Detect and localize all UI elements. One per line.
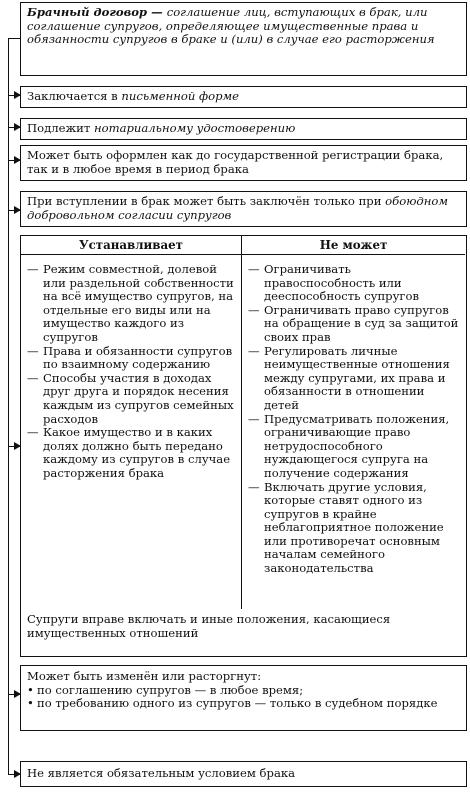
dash-mark: — (248, 262, 260, 276)
change-item-text: по требованию одного из супругов — только в судебном порядке (37, 696, 438, 711)
right-item (248, 345, 460, 413)
connector-line (8, 38, 9, 774)
definition-text: соглашение лиц, вступающих в брак, или соглашение супругов, определяющее имущественные права и обязанности супругов в браке и (или) в случае его расторжения (27, 5, 435, 47)
left-item-text: Какое имущество и в каких долях должно быть передано каждому из супругов в случае расторжения брака (43, 425, 231, 480)
left-item (27, 345, 235, 372)
right-item (248, 304, 460, 345)
dash-mark: — (248, 479, 260, 494)
right-column (248, 263, 460, 576)
feature-box-4 (20, 191, 467, 227)
arrow-4 (8, 210, 20, 211)
left-item (27, 372, 235, 426)
dash-mark: — (248, 411, 260, 426)
content-table (20, 235, 467, 657)
arrow-2 (8, 127, 20, 128)
arrow-7 (8, 774, 20, 775)
dash-mark: — (27, 343, 39, 358)
right-item-text: Ограничивать право супругов на обращение в суд за защитой своих прав (264, 302, 459, 344)
right-item-text: Включать другие условия, которые ставят одного из супругов в крайне неблагоприятное положение или противоречат основным началам семейного законодательства (264, 479, 444, 576)
table-header-right: Не может (242, 236, 465, 255)
left-item (27, 426, 235, 480)
arrow-5 (8, 446, 20, 447)
change-box (20, 665, 467, 731)
right-item-text: Регулировать личные неимущественные отношения между супругами, их права и обязанности в отношении детей (264, 343, 450, 412)
dash-mark: — (248, 302, 260, 317)
feature-1-pre: Заключается в (27, 89, 122, 103)
right-item-text: Ограничивать правоспособность или дееспособность супругов (264, 262, 419, 304)
feature-3-pre: Может быть оформлен как до государственной регистрации брака, так и в любое время в период брака (27, 148, 444, 176)
right-item (248, 481, 460, 576)
feature-2-em: нотариальному удостоверению (93, 121, 296, 135)
right-item-text: Предусматривать положения, ограничивающие право нетрудоспособного нуждающегося супруга на получение содержания (264, 411, 450, 480)
not-condition-box (20, 761, 467, 787)
connector-top (8, 38, 20, 39)
arrow-1 (8, 95, 20, 96)
change-list (27, 684, 460, 711)
feature-box-3 (20, 145, 467, 181)
definition-box (20, 2, 467, 76)
feature-box-1 (20, 86, 467, 108)
feature-4-em: обоюдном добровольном согласии супругов (27, 194, 448, 222)
bullet-mark: • (27, 696, 34, 711)
feature-box-2 (20, 118, 467, 140)
dash-mark: — (27, 425, 39, 440)
table-footer: Супруги вправе включать и иные положения, касающиеся имущественных отношений (27, 612, 391, 640)
left-item (27, 263, 235, 345)
left-item-text: Способы участия в доходах друг друга и порядок несения каждым из супругов семейных расходов (43, 370, 234, 426)
left-item-text: Режим совместной, долевой или раздельной собственности на всё имущество супругов, на отдельные его виды или на имущество каждого из супругов (43, 262, 234, 344)
definition-term: Брачный договор (27, 5, 148, 19)
not-condition-text: Не является обязательным условием брака (27, 766, 296, 780)
left-column (27, 263, 235, 481)
change-item (27, 697, 460, 711)
change-item-text: по соглашению супругов — в любое время; (37, 682, 304, 697)
table-header-left: Устанавливает (21, 236, 242, 255)
dash-mark: — (27, 370, 39, 385)
arrow-3 (8, 160, 20, 161)
feature-1-em: письменной форме (121, 89, 239, 103)
right-item (248, 413, 460, 481)
bullet-mark: • (27, 682, 34, 697)
change-intro: Может быть изменён или расторгнут: (27, 669, 262, 683)
dash-mark: — (248, 343, 260, 358)
change-item (27, 684, 460, 698)
feature-4-pre: При вступлении в брак может быть заключён только при (27, 194, 386, 208)
feature-2-pre: Подлежит (27, 121, 94, 135)
dash-mark: — (27, 262, 39, 276)
column-divider (241, 236, 242, 609)
left-item-text: Права и обязанности супругов по взаимному содержанию (43, 343, 233, 372)
definition-dash: — (147, 5, 167, 19)
arrow-6 (8, 694, 20, 695)
right-item (248, 263, 460, 304)
